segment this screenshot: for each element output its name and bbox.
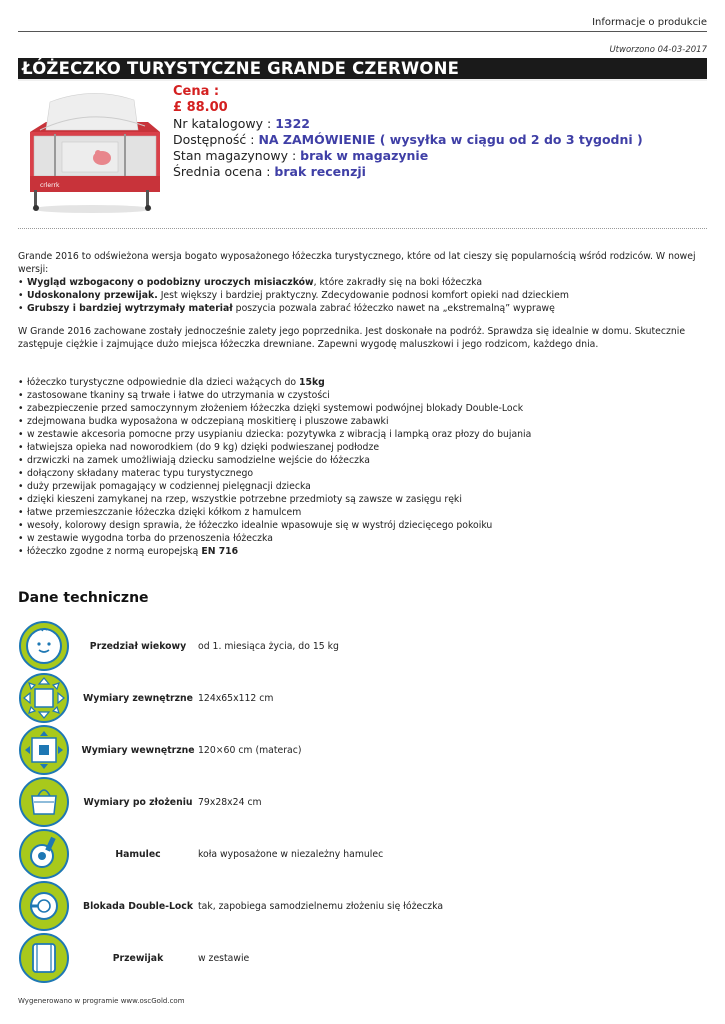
- list-item: [18, 480, 708, 493]
- feature-bold: Grubszy i bardziej wytrzymały materiał: [27, 303, 233, 314]
- description-intro: Grande 2016 to odświeżona wersja bogato wyposażonego łóżeczka turystycznego, które od lat cieszy się popularnością wśród rodziców. W nowej wersji:: [18, 251, 696, 275]
- folded-bag-icon: [18, 776, 70, 828]
- price-label: Cena :: [173, 84, 220, 99]
- list-text: zdejmowana budka wyposażona w odczepianą moskitierę i pluszowe zabawki: [27, 416, 389, 427]
- list-item: [18, 493, 708, 506]
- availability-label: Dostępność :: [173, 132, 255, 147]
- outer-dimensions-icon: [18, 672, 70, 724]
- spec-row-age: [18, 620, 438, 672]
- spec-row-folded: [18, 776, 438, 828]
- stock-row: [173, 148, 643, 164]
- availability-row: [173, 132, 643, 148]
- spec-label: Hamulec: [115, 848, 161, 860]
- list-item: [18, 454, 708, 467]
- description-paragraph: W Grande 2016 zachowane zostały jednocześnie zalety jego poprzednika. Jest doskonałe na podróż. Sprawdza się idealnie w domu. Skutecznie zastępuje ciężkie i zajmujące dużo miejsca łóżeczka drewniane. Zapewni wygodę maluszkowi i jego rodzicom, każdego dnia.: [18, 326, 686, 350]
- spec-value: w zestawie: [198, 952, 250, 964]
- baby-face-icon: [18, 620, 70, 672]
- created-date: Utworzono 04-03-2017: [609, 45, 707, 55]
- feature-text: , które zakradły się na boki łóżeczka: [313, 277, 483, 288]
- list-item: [18, 532, 708, 545]
- list-item: [18, 276, 708, 289]
- spec-row-lock: [18, 880, 444, 932]
- list-text: dzięki kieszeni zamykanej na rzep, wszystkie potrzebne przedmioty są zawsze w zasięgu ręki: [27, 494, 462, 505]
- list-text: dołączony składany materac typu turystycznego: [27, 468, 254, 479]
- spec-row-brake: [18, 828, 438, 880]
- feature-text: Jest większy i bardziej praktyczny. Zdecydowanie podnosi komfort opieki nad dzieckiem: [157, 290, 569, 301]
- spec-label: Przewijak: [112, 952, 164, 964]
- list-item: [18, 402, 708, 415]
- changing-table-icon: [18, 932, 70, 984]
- list-text: drzwiczki na zamek umożliwiają dziecku samodzielne wejście do łóżeczka: [27, 455, 370, 466]
- list-item: [18, 376, 708, 389]
- spec-label: Przedział wiekowy: [89, 640, 187, 652]
- list-item: [18, 302, 708, 315]
- spec-value: koła wyposażone w niezależny hamulec: [198, 848, 384, 860]
- spec-value: 124x65x112 cm: [198, 692, 274, 704]
- price-value: £ 88.00: [173, 100, 228, 115]
- spec-value: tak, zapobiega samodzielnemu złożeniu się łóżeczka: [198, 900, 444, 912]
- list-text: zabezpieczenie przed samoczynnym złożeniem łóżeczka dzięki systemowi podwójnej blokady Double-Lock: [27, 403, 524, 414]
- list-bold: EN 716: [201, 546, 239, 557]
- stock-label: Stan magazynowy :: [173, 148, 297, 163]
- feature-bold: Udoskonalony przewijak.: [27, 290, 158, 301]
- spec-value: 120×60 cm (materac): [198, 744, 302, 756]
- spec-value: 79x28x24 cm: [198, 796, 262, 808]
- tech-heading: Dane techniczne: [18, 590, 149, 606]
- list-item: [18, 467, 708, 480]
- spec-row-changer: [18, 932, 438, 984]
- catalog-label: Nr katalogowy :: [173, 116, 272, 131]
- dotted-divider: [18, 228, 707, 229]
- spec-row-inner: [18, 724, 438, 776]
- rating-row: [173, 164, 643, 180]
- list-text: łóżeczko zgodne z normą europejską: [27, 546, 202, 557]
- list-item: [18, 389, 708, 402]
- rating-value: brak recenzji: [274, 164, 366, 179]
- spec-label: Blokada Double-Lock: [82, 900, 193, 912]
- product-info: [173, 84, 643, 180]
- list-bold: 15kg: [299, 377, 325, 388]
- inner-dimensions-icon: [18, 724, 70, 776]
- header-divider: [18, 31, 707, 32]
- list-text: wesoły, kolorowy design sprawia, że łóżeczko idealnie wpasowuje się w wystrój dziecięcego pokoiku: [27, 520, 493, 531]
- list-text: łóżeczko turystyczne odpowiednie dla dzieci ważących do: [27, 377, 300, 388]
- spec-label: Wymiary wewnętrzne: [81, 744, 195, 756]
- catalog-value: 1322: [275, 116, 310, 131]
- wheel-brake-icon: [18, 828, 70, 880]
- list-item: [18, 415, 708, 428]
- catalog-row: [173, 116, 643, 132]
- feature-text: poszycia pozwala zabrać łóżeczko nawet na „ekstremalną” wyprawę: [232, 303, 555, 314]
- svg-text:crlerrk: crlerrk: [40, 182, 60, 189]
- rating-label: Średnia ocena :: [173, 164, 271, 179]
- feature-bold: Wygląd wzbogacony o podobizny uroczych misiaczków: [27, 277, 314, 288]
- footer-credit: Wygenerowano w programie www.oscGold.com: [18, 997, 185, 1005]
- feature-list: [18, 276, 708, 315]
- spec-row-outer: [18, 672, 438, 724]
- section-header: Informacje o produkcie: [592, 17, 707, 28]
- spec-label: Wymiary zewnętrzne: [83, 692, 193, 704]
- list-text: w zestawie wygodna torba do przenoszenia łóżeczka: [27, 533, 273, 544]
- list-text: duży przewijak pomagający w codziennej pielęgnacji dziecka: [27, 481, 311, 492]
- list-item: [18, 506, 708, 519]
- list-item: [18, 289, 708, 302]
- product-image: [20, 86, 165, 216]
- list-item: [18, 519, 708, 532]
- availability-value: NA ZAMÓWIENIE ( wysyłka w ciągu od 2 do 3 tygodni ): [258, 132, 643, 147]
- specs-bullet-list: [18, 376, 708, 558]
- list-text: w zestawie akcesoria pomocne przy usypianiu dziecka: pozytywka z wibracją i lampką oraz płozy do bujania: [27, 429, 532, 440]
- spec-value: od 1. miesiąca życia, do 15 kg: [198, 640, 339, 652]
- stock-value: brak w magazynie: [300, 148, 429, 163]
- double-lock-icon: [18, 880, 70, 932]
- list-item: [18, 545, 708, 558]
- list-text: zastosowane tkaniny są trwałe i łatwe do utrzymania w czystości: [27, 390, 330, 401]
- list-text: łatwiejsza opieka nad noworodkiem (do 9 kg) dzięki podwieszanej podłodze: [27, 442, 380, 453]
- spec-label: Wymiary po złożeniu: [83, 796, 193, 808]
- list-item: [18, 428, 708, 441]
- product-title: ŁÓŻECZKO TURYSTYCZNE GRANDE CZERWONE: [22, 59, 460, 78]
- list-text: łatwe przemieszczanie łóżeczka dzięki kółkom z hamulcem: [27, 507, 302, 518]
- list-item: [18, 441, 708, 454]
